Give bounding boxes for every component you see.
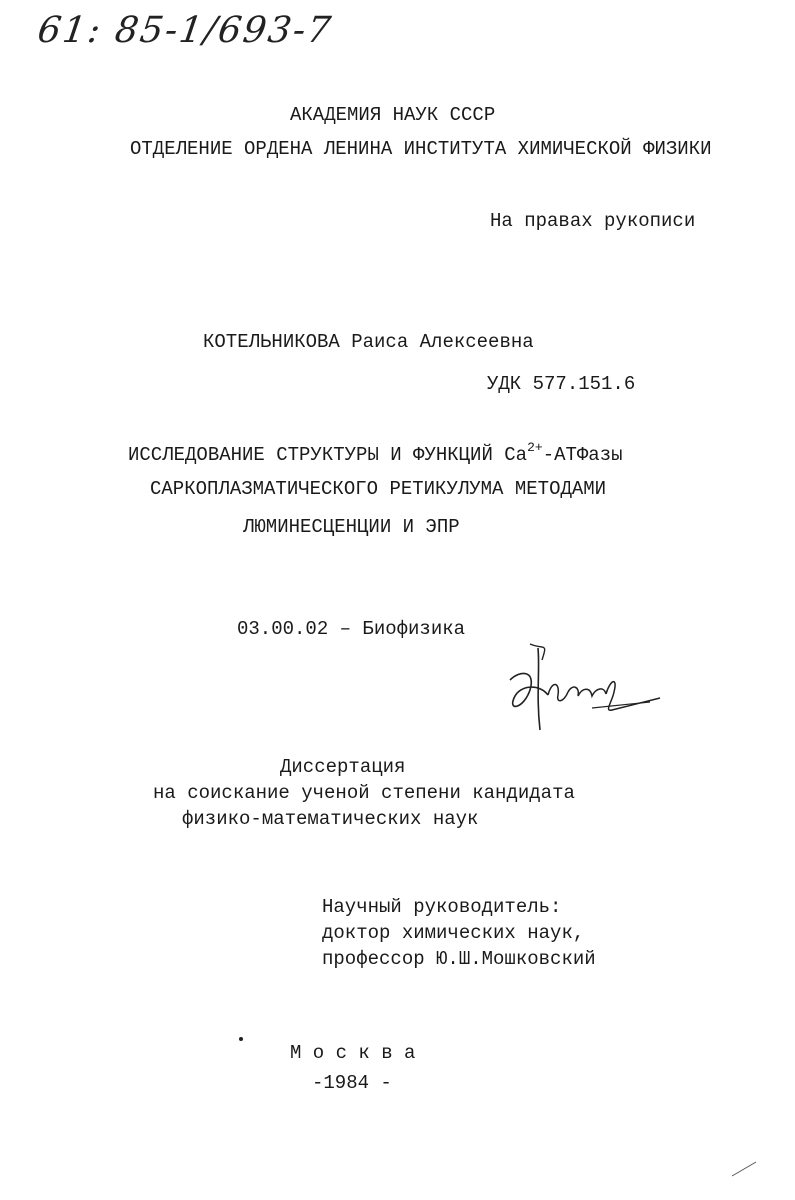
title-line1-suffix: -АТФазы xyxy=(542,444,623,466)
degree-line: на соискание ученой степени кандидата xyxy=(153,782,575,804)
udc-code: УДК 577.151.6 xyxy=(487,373,636,395)
field-line: физико-математических наук xyxy=(182,808,479,830)
stray-dot xyxy=(239,1037,243,1041)
city: М о с к в а xyxy=(290,1042,416,1064)
supervisor-label: Научный руководитель: xyxy=(322,896,562,918)
year: -1984 - xyxy=(312,1072,392,1094)
dissertation-title-line2: САРКОПЛАЗМАТИЧЕСКОГО РЕТИКУЛУМА МЕТОДАМИ xyxy=(150,478,607,500)
author-signature xyxy=(500,640,665,740)
supervisor-name: профессор Ю.Ш.Мошковский xyxy=(322,948,596,970)
title-line1-prefix: ИССЛЕДОВАНИЕ СТРУКТУРЫ И ФУНКЦИЙ Ca xyxy=(128,444,528,466)
supervisor-degree: доктор химических наук, xyxy=(322,922,585,944)
title-charge-superscript: 2+ xyxy=(527,440,543,455)
specialty-code: 03.00.02 – Биофизика xyxy=(237,618,466,640)
dissertation-title-line1 xyxy=(128,440,623,466)
archive-code-handwritten: 61: 85-1/693-7 xyxy=(35,10,336,51)
author-name: КОТЕЛЬНИКОВА Раиса Алексеевна xyxy=(203,331,534,353)
department-heading: ОТДЕЛЕНИЕ ОРДЕНА ЛЕНИНА ИНСТИТУТА ХИМИЧЕСКОЙ ФИЗИКИ xyxy=(130,138,712,160)
pencil-mark xyxy=(730,1158,760,1178)
rights-note: На правах рукописи xyxy=(490,210,696,232)
academy-heading: АКАДЕМИЯ НАУК СССР xyxy=(290,104,496,126)
dissertation-title-line3: ЛЮМИНЕСЦЕНЦИИ И ЭПР xyxy=(243,516,460,538)
dissertation-label: Диссертация xyxy=(280,756,406,778)
